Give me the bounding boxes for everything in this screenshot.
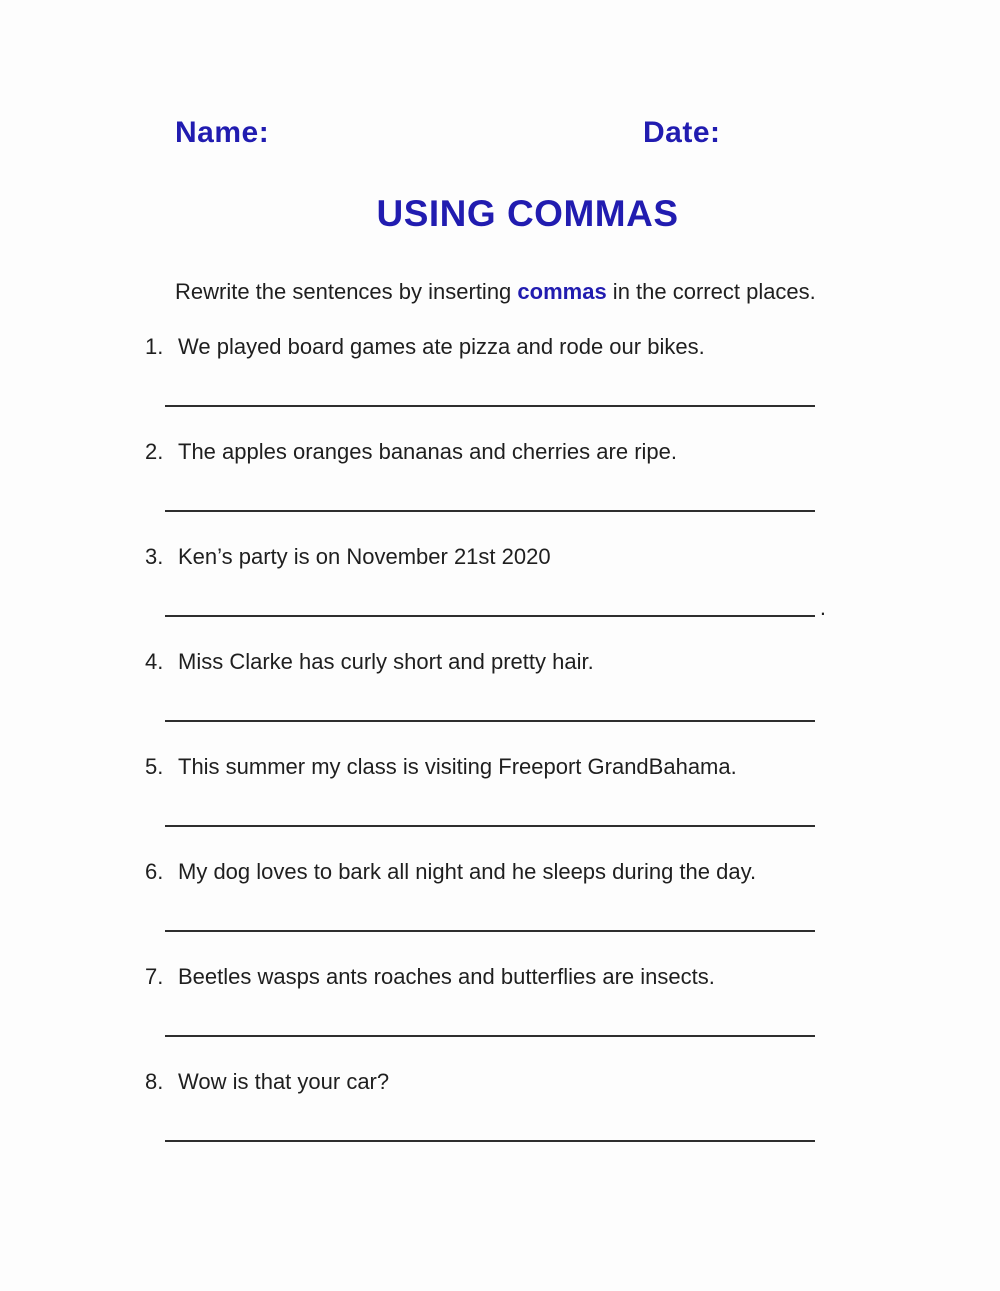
sentence-row xyxy=(145,1067,855,1097)
sentence-text: We played board games ate pizza and rode our bikes. xyxy=(178,334,705,359)
sentence-text: Ken’s party is on November 21st 2020 xyxy=(178,544,551,569)
answer-line[interactable] xyxy=(165,930,815,932)
item-number: 4. xyxy=(145,649,164,674)
sentence-row xyxy=(145,857,855,887)
answer-line[interactable] xyxy=(165,825,815,827)
answer-line[interactable] xyxy=(165,510,815,512)
sentence-list xyxy=(145,332,855,1172)
item-number: 8. xyxy=(145,1069,164,1094)
worksheet-title: USING COMMAS xyxy=(376,193,679,234)
sentence-row xyxy=(145,332,855,362)
item-number: 6. xyxy=(145,859,164,884)
item-number: 2. xyxy=(145,439,164,464)
sentence-row xyxy=(145,542,855,572)
sentence-row xyxy=(145,437,855,467)
worksheet-item xyxy=(145,752,855,827)
answer-line[interactable] xyxy=(165,595,826,620)
answer-line-suffix: . xyxy=(819,595,826,620)
answer-line[interactable] xyxy=(165,720,815,722)
worksheet-item xyxy=(145,1067,855,1142)
sentence-row xyxy=(145,752,855,782)
worksheet-item xyxy=(145,857,855,932)
item-number: 7. xyxy=(145,964,164,989)
sentence-text: The apples oranges bananas and cherries are ripe. xyxy=(178,439,677,464)
item-number: 1. xyxy=(145,334,164,359)
instruction-prefix: Rewrite the sentences by inserting xyxy=(175,279,518,304)
instruction-suffix: in the correct places. xyxy=(606,279,816,304)
answer-line[interactable] xyxy=(165,405,815,407)
item-number: 3. xyxy=(145,544,164,569)
item-number: 5. xyxy=(145,754,164,779)
answer-line[interactable] xyxy=(165,1035,815,1037)
worksheet-item xyxy=(145,437,855,512)
sentence-row xyxy=(145,647,855,677)
sentence-text: This summer my class is visiting Freeport GrandBahama. xyxy=(178,754,737,779)
name-label: Name: xyxy=(175,116,270,149)
sentence-row xyxy=(145,962,855,992)
worksheet-item xyxy=(145,332,855,407)
sentence-text: Wow is that your car? xyxy=(178,1069,390,1094)
sentence-text: Miss Clarke has curly short and pretty hair. xyxy=(178,649,594,674)
date-label: Date: xyxy=(643,116,721,149)
worksheet-item xyxy=(145,962,855,1037)
worksheet-item xyxy=(145,542,855,620)
sentence-text: Beetles wasps ants roaches and butterflies are insects. xyxy=(178,964,715,989)
worksheet-item xyxy=(145,647,855,722)
instruction-keyword: commas xyxy=(517,279,607,304)
sentence-text: My dog loves to bark all night and he sleeps during the day. xyxy=(178,859,757,884)
answer-line[interactable] xyxy=(165,1140,815,1142)
instruction-text xyxy=(175,277,816,307)
